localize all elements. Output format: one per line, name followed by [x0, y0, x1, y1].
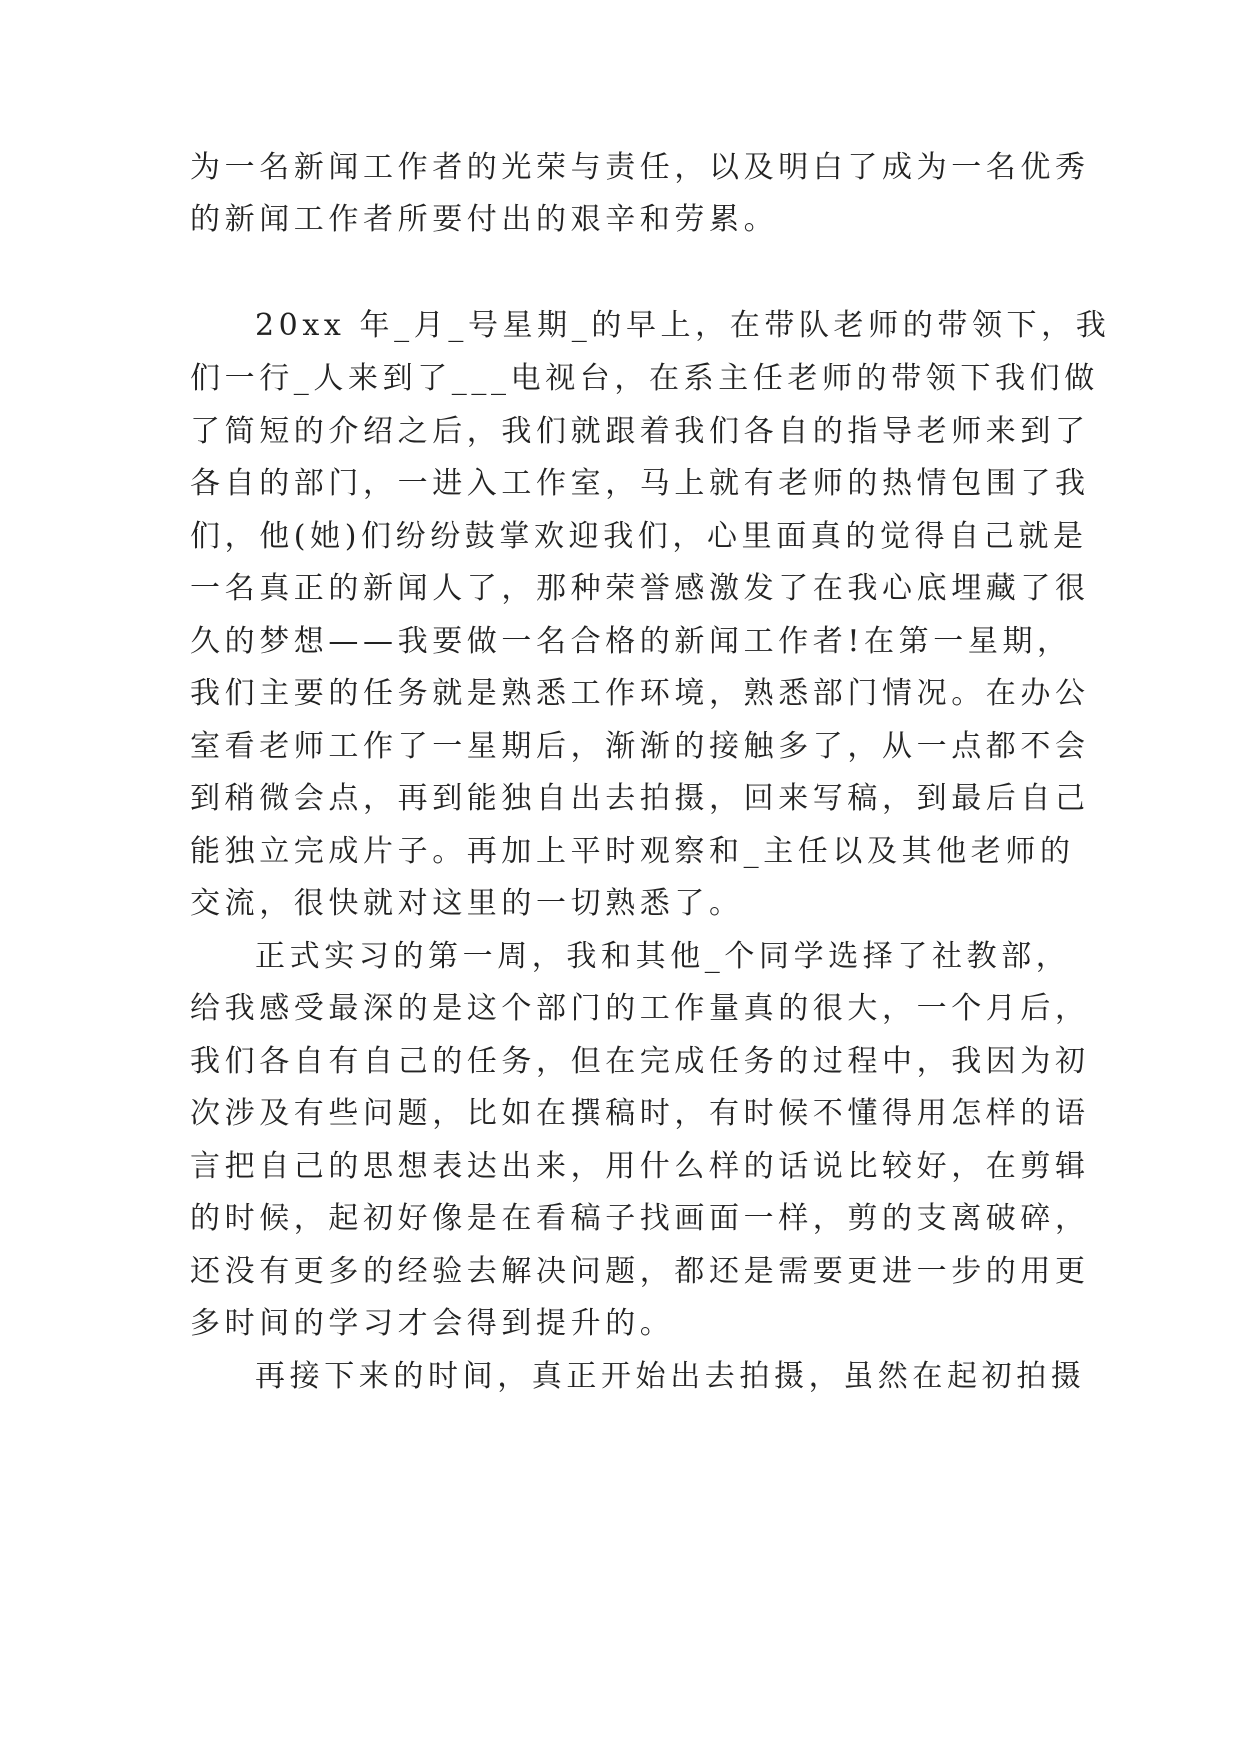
- text-line: 一名真正的新闻人了，那种荣誉感激发了在我心底埋藏了很: [190, 571, 1090, 606]
- text-line: 们一行_人来到了___电视台，在系主任老师的带领下我们做: [190, 361, 1099, 396]
- text-line: 们，他(她)们纷纷鼓掌欢迎我们，心里面真的觉得自己就是: [190, 519, 1088, 554]
- text-line: 给我感受最深的是这个部门的工作量真的很大，一个月后，: [190, 991, 1090, 1026]
- text-line: 的时候，起初好像是在看稿子找画面一样，剪的支离破碎，: [190, 1201, 1090, 1236]
- text-line: 到稍微会点，再到能独自出去拍摄，回来写稿，到最后自己: [190, 781, 1090, 816]
- text-line: 我们各自有自己的任务，但在完成任务的过程中，我因为初: [190, 1044, 1090, 1079]
- text-line: 言把自己的思想表达出来，用什么样的话说比较好，在剪辑: [190, 1149, 1090, 1184]
- text-line: 的新闻工作者所要付出的艰辛和劳累。: [190, 202, 779, 237]
- text-line: 多时间的学习才会得到提升的。: [190, 1306, 675, 1341]
- text-line: 次涉及有些问题，比如在撰稿时，有时候不懂得用怎样的语: [190, 1096, 1090, 1131]
- text-line: 为一名新闻工作者的光荣与责任，以及明白了成为一名优秀: [190, 150, 1090, 185]
- text-line: 了简短的介绍之后，我们就跟着我们各自的指导老师来到了: [190, 414, 1090, 449]
- text-line: 各自的部门，一进入工作室，马上就有老师的热情包围了我: [190, 466, 1090, 501]
- text-line: 再接下来的时间，真正开始出去拍摄，虽然在起初拍摄: [255, 1359, 1086, 1394]
- text-line: 室看老师工作了一星期后，渐渐的接触多了，从一点都不会: [190, 729, 1090, 764]
- text-line: 久的梦想——我要做一名合格的新闻工作者!在第一星期，: [190, 624, 1072, 659]
- text-line: 我们主要的任务就是熟悉工作环境，熟悉部门情况。在办公: [190, 676, 1090, 711]
- text-line: 正式实习的第一周，我和其他_个同学选择了社教部，: [255, 939, 1071, 974]
- text-line: 还没有更多的经验去解决问题，都还是需要更进一步的用更: [190, 1254, 1090, 1289]
- text-line: 能独立完成片子。再加上平时观察和_主任以及其他老师的: [190, 834, 1075, 869]
- text-line: 交流，很快就对这里的一切熟悉了。: [190, 886, 744, 921]
- text-line: 20xx 年_月_号星期_的早上，在带队老师的带领下，我: [255, 308, 1111, 343]
